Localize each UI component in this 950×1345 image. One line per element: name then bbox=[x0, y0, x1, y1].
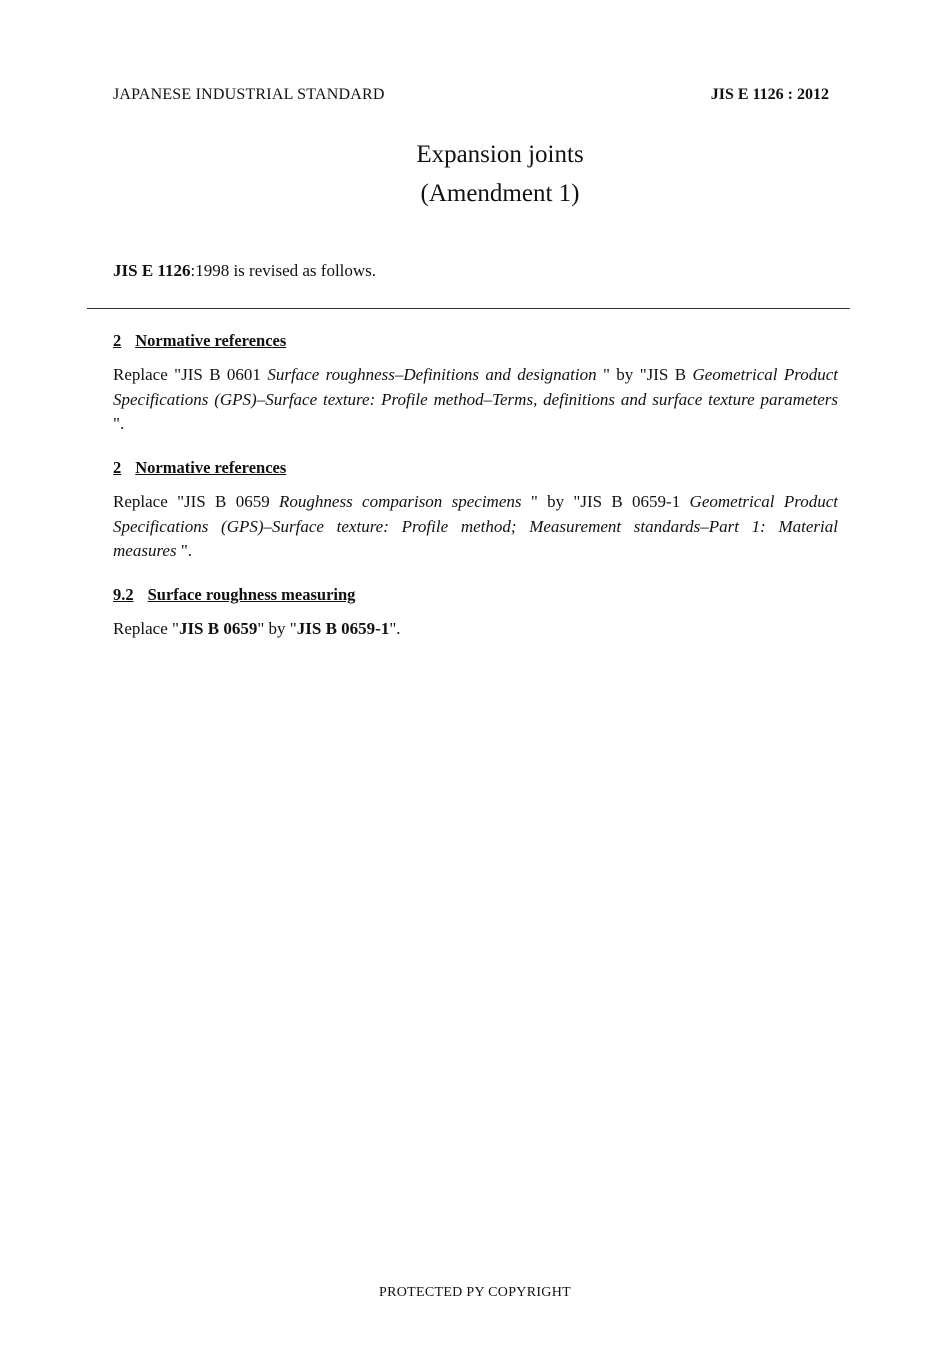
footer-copyright: PROTECTED PY COPYRIGHT bbox=[379, 1285, 571, 1300]
body-bold-new-code: JIS B 0659-1 bbox=[296, 619, 390, 638]
header-standard-label: JAPANESE INDUSTRIAL STANDARD bbox=[113, 86, 385, 103]
section-title: Normative references bbox=[135, 458, 287, 477]
section-title: Surface roughness measuring bbox=[147, 585, 356, 604]
body-italic-old-title: Surface roughness–Definitions and designation bbox=[267, 365, 597, 384]
header-standard-code: JIS E 1126 : 2012 bbox=[710, 86, 829, 103]
body-text: " by "JIS B 0659-1 bbox=[521, 492, 690, 511]
intro-statement bbox=[113, 261, 376, 281]
divider-line bbox=[87, 308, 850, 309]
body-text: ". bbox=[113, 414, 125, 433]
section-normative-references-1 bbox=[113, 330, 838, 437]
section-number: 2 bbox=[113, 458, 122, 477]
body-italic-new-title: Geometrical Product Specifications (GPS)–Surface texture: Profile method; Measurement standards–Part 1: Material measures bbox=[113, 492, 838, 560]
title-line-2: (Amendment 1) bbox=[420, 180, 580, 207]
intro-text: :1998 is revised as follows. bbox=[190, 261, 377, 280]
document-title bbox=[0, 135, 950, 213]
section-normative-references-2 bbox=[113, 457, 838, 564]
body-text: ". bbox=[389, 619, 401, 638]
body-text: ". bbox=[176, 541, 193, 560]
section-body bbox=[113, 617, 838, 642]
title-line-1: Expansion joints bbox=[416, 141, 584, 168]
body-text: " by "JIS B bbox=[596, 365, 693, 384]
body-text: Replace "JIS B 0659 bbox=[113, 492, 280, 511]
intro-code: JIS E 1126 bbox=[113, 261, 191, 280]
body-text: Replace "JIS B 0601 bbox=[113, 365, 268, 384]
body-bold-old-code: JIS B 0659 bbox=[178, 619, 258, 638]
section-body bbox=[113, 363, 838, 437]
section-surface-roughness-measuring bbox=[113, 584, 838, 642]
section-heading bbox=[113, 457, 838, 479]
section-heading bbox=[113, 584, 838, 606]
section-heading bbox=[113, 330, 838, 352]
section-number: 9.2 bbox=[113, 585, 134, 604]
section-number: 2 bbox=[113, 331, 122, 350]
section-title: Normative references bbox=[135, 331, 287, 350]
body-text: " by " bbox=[257, 619, 297, 638]
body-italic-old-title: Roughness comparison specimens bbox=[279, 492, 522, 511]
body-text: Replace " bbox=[113, 619, 179, 638]
body-italic-new-title: Geometrical Product Specifications (GPS)–Surface texture: Profile method–Terms, definitions and surface texture parameters bbox=[113, 365, 838, 409]
section-body bbox=[113, 490, 838, 564]
